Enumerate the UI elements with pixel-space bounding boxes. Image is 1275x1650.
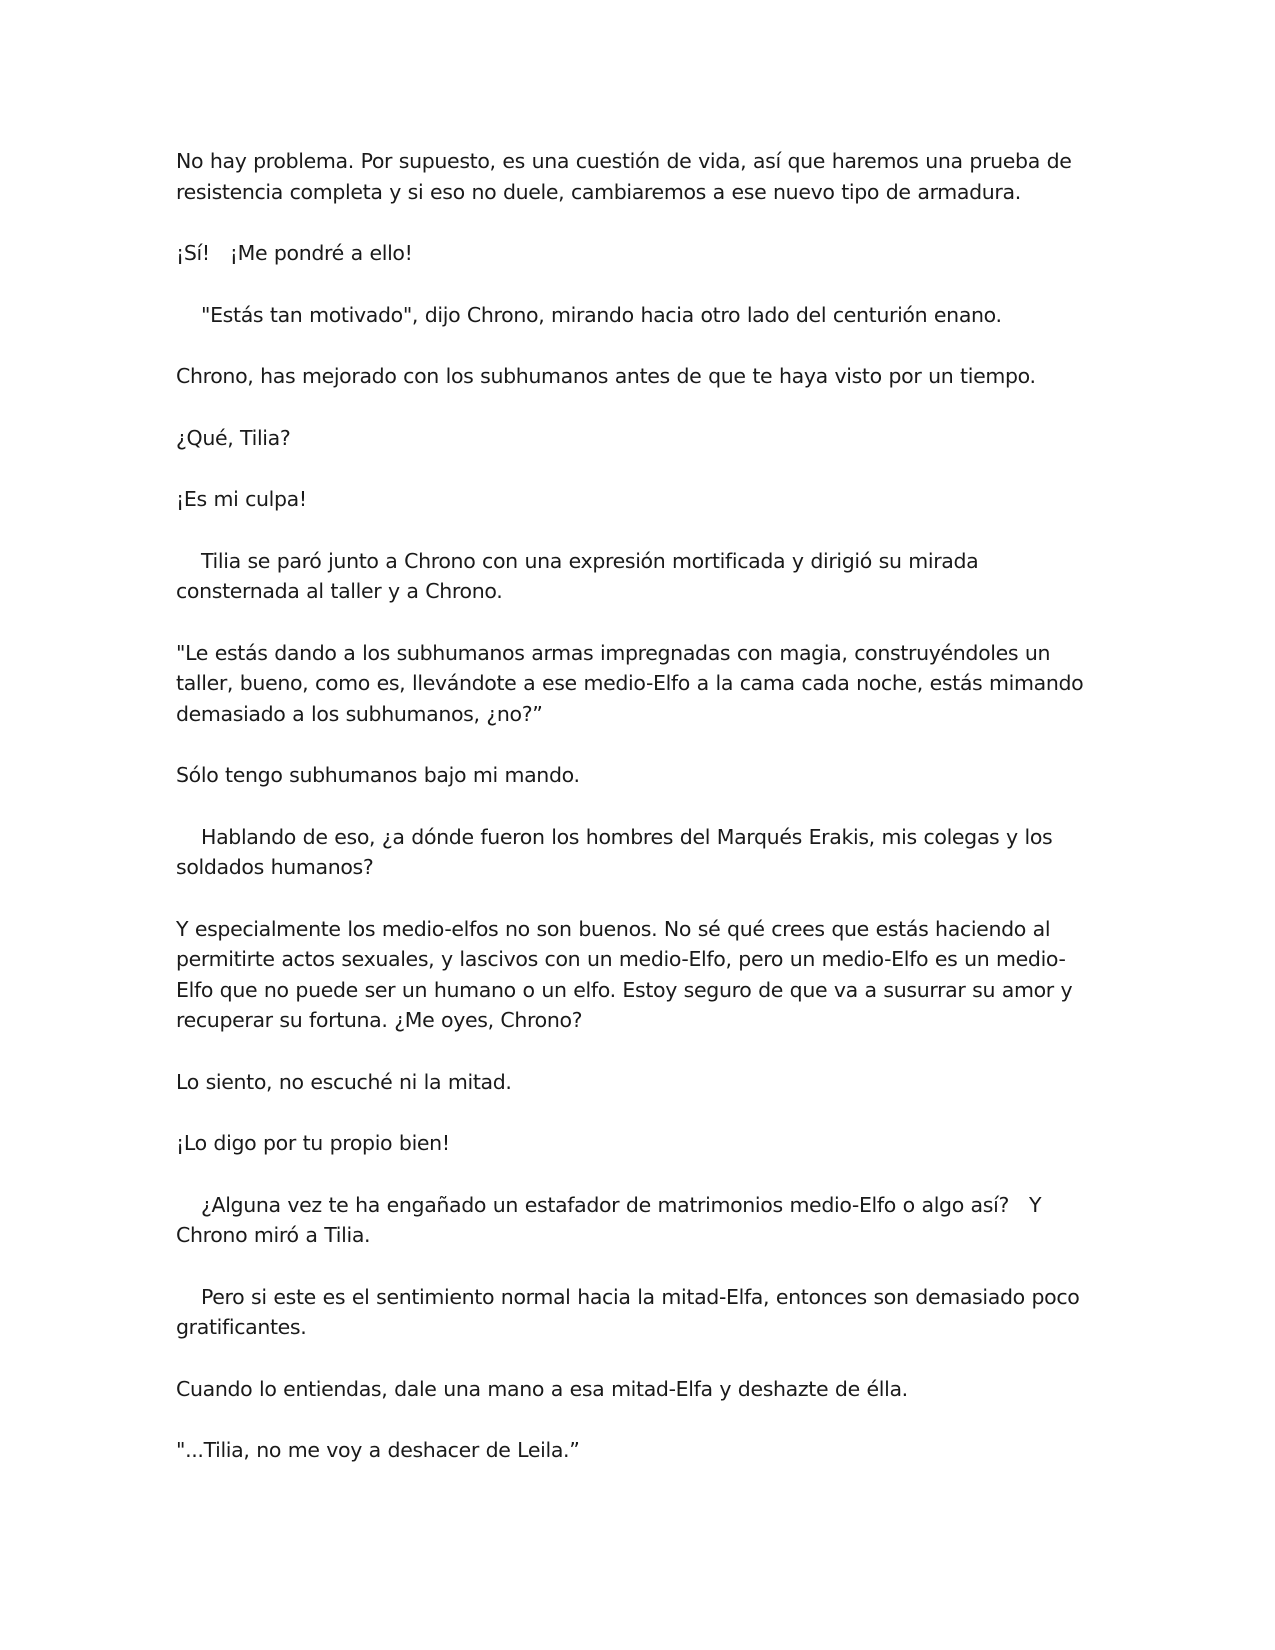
paragraph: No hay problema. Por supuesto, es una cuestión de vida, así que haremos una prueba de resistencia completa y si eso no duele, cambiaremos a ese nuevo tipo de armadura. xyxy=(176,149,1079,204)
paragraph: Tilia se paró junto a Chrono con una expresión mortificada y dirigió su mirada consternada al taller y a Chrono. xyxy=(176,548,986,603)
paragraph: ¡Es mi culpa! xyxy=(176,487,307,511)
paragraph: Cuando lo entiendas, dale una mano a esa mitad-Elfa y deshazte de élla. xyxy=(176,1376,908,1401)
paragraph: "Le estás dando a los subhumanos armas impregnadas con magia, construyéndoles un taller, bueno, como es, llevándote a ese medio-Elfo a la cama cada noche, estás mimando demasiado a los subhumanos, ¿no?” xyxy=(176,640,1091,726)
paragraph: Y especialmente los medio-elfos no son buenos. No sé qué crees que estás haciendo al permitirte actos sexuales, y lascivos con un medio-Elfo, pero un medio-Elfo es un medio-Elfo que no puede ser un humano o un elfo. Estoy seguro de que va a susurrar su amor y recuperar su fortuna. ¿Me oyes, Chrono? xyxy=(176,916,1079,1032)
paragraph: Pero si este es el sentimiento normal hacia la mitad-Elfa, entonces son demasiado poco gratificantes. xyxy=(176,1284,1087,1339)
paragraph: Hablando de eso, ¿a dónde fueron los hombres del Marqués Erakis, mis colegas y los soldados humanos? xyxy=(176,824,1060,879)
paragraph: ¿Alguna vez te ha engañado un estafador de matrimonios medio-Elfo o algo así? Y Chrono miró a Tilia. xyxy=(176,1192,1048,1247)
paragraph: "Estás tan motivado", dijo Chrono, mirando hacia otro lado del centurión enano. xyxy=(201,302,1002,327)
paragraph: Sólo tengo subhumanos bajo mi mando. xyxy=(176,763,580,787)
document-body xyxy=(176,146,1096,1497)
paragraph: ¡Lo digo por tu propio bien! xyxy=(176,1131,450,1155)
paragraph: "...Tilia, no me voy a deshacer de Leila.” xyxy=(176,1438,580,1462)
paragraph: Chrono, has mejorado con los subhumanos antes de que te haya visto por un tiempo. xyxy=(176,364,1036,388)
paragraph: ¿Qué, Tilia? xyxy=(176,425,291,450)
paragraph: ¡Sí! ¡Me pondré a ello! xyxy=(176,241,413,265)
paragraph: Lo siento, no escuché ni la mitad. xyxy=(176,1069,512,1094)
